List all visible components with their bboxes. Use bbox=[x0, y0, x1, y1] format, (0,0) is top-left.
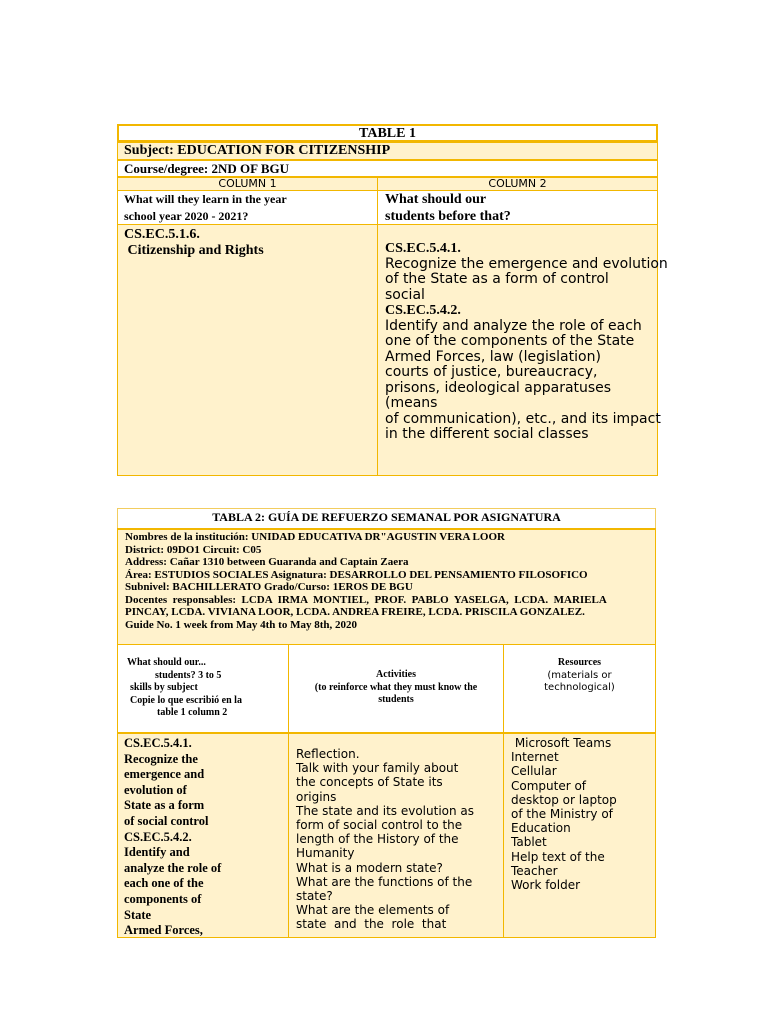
skill-line: components of bbox=[124, 891, 202, 906]
resource-line: desktop or laptop bbox=[511, 792, 617, 807]
skill-line: CS.EC.5.4.2. bbox=[124, 829, 192, 844]
column-1-header: COLUMN 1 bbox=[117, 177, 378, 191]
activity-line: the concepts of State its bbox=[296, 775, 443, 790]
activity-line: origins bbox=[296, 789, 337, 804]
skills-header-line: What should our... bbox=[127, 657, 206, 668]
resources-header-line: technological) bbox=[544, 682, 615, 693]
learning-objective-line: Identify and analyze the role of each bbox=[385, 317, 642, 334]
question-2-cell bbox=[377, 190, 658, 225]
skill-topic: Citizenship and Rights bbox=[124, 242, 264, 258]
resources-header bbox=[503, 644, 656, 733]
skill-line: evolution of bbox=[124, 782, 187, 797]
activity-line: Reflection. bbox=[296, 747, 360, 761]
skill-line: Recognize the bbox=[124, 751, 198, 766]
resource-line: Help text of the bbox=[511, 849, 605, 864]
resource-line: Teacher bbox=[511, 863, 558, 878]
institution-info-line: Address: Cañar 1310 between Guaranda and Captain Zaera bbox=[125, 556, 409, 568]
resource-line: Microsoft Teams bbox=[511, 736, 612, 750]
institution-info-line: PINCAY, LCDA. VIVIANA LOOR, LCDA. ANDREA FREIRE, LCDA. PRISCILA GONZALEZ. bbox=[125, 606, 585, 618]
institution-info bbox=[117, 528, 656, 645]
learning-objective-line: social bbox=[385, 286, 425, 303]
learning-objective-line: CS.EC.5.4.2. bbox=[385, 303, 461, 318]
resource-line: Computer of bbox=[511, 778, 587, 793]
resources-header-line: (materials or bbox=[547, 669, 612, 681]
column-2-header: COLUMN 2 bbox=[377, 177, 658, 191]
skill-line: each one of the bbox=[124, 876, 204, 891]
institution-info-line: District: 09DO1 Circuit: C05 bbox=[125, 543, 262, 556]
skill-line: Armed Forces, bbox=[124, 923, 203, 938]
activity-line: Talk with your family about bbox=[296, 761, 459, 776]
learning-objective-line: of communication), etc., and its impact bbox=[385, 410, 661, 427]
skill-line: of social control bbox=[124, 813, 209, 828]
table-2-title: TABLA 2: GUÍA DE REFUERZO SEMANAL POR ASIGNATURA bbox=[117, 508, 656, 529]
resource-line: Cellular bbox=[511, 764, 557, 779]
institution-info-line: Nombres de la institución: UNIDAD EDUCATIVA DR"AGUSTIN VERA LOOR bbox=[125, 531, 505, 543]
skill-line: State as a form bbox=[124, 798, 205, 813]
learning-objective-line: (means bbox=[385, 395, 438, 411]
activities-header-line: students bbox=[378, 694, 414, 705]
table-1 bbox=[117, 124, 668, 476]
institution-info-line: Docentes responsables: LCDA IRMA MONTIEL, PROF. PABLO YASELGA, LCDA. MARIELA bbox=[125, 593, 607, 606]
skills-header bbox=[117, 644, 289, 733]
activities-header-line: Activities bbox=[376, 669, 416, 680]
question-1-line: school year 2020 - 2021? bbox=[124, 209, 249, 223]
resource-line: Internet bbox=[511, 750, 559, 765]
resource-line: Education bbox=[511, 821, 571, 836]
question-2-line: What should our bbox=[385, 192, 487, 207]
institution-info-line: Área: ESTUDIOS SOCIALES Asignatura: DESARROLLO DEL PENSAMIENTO FILOSOFICO bbox=[125, 568, 588, 581]
question-1-line: What will they learn in the year bbox=[124, 192, 287, 206]
resource-line: Tablet bbox=[511, 835, 547, 850]
table-2 bbox=[117, 508, 656, 938]
learning-objective-line: of the State as a form of control bbox=[385, 271, 609, 287]
activity-line: state? bbox=[296, 889, 333, 904]
course-row: Course/degree: 2ND OF BGU bbox=[117, 160, 658, 177]
table-1-title: TABLE 1 bbox=[117, 124, 658, 142]
resources-header-title: Resources bbox=[557, 657, 602, 668]
learning-objective-line: prisons, ideological apparatuses bbox=[385, 379, 612, 396]
activity-line: state and the role that bbox=[296, 917, 447, 932]
institution-info-line: Subnivel: BACHILLERATO Grado/Curso: 1EROS DE BGU bbox=[125, 581, 413, 593]
subject-row: Subject: EDUCATION FOR CITIZENSHIP bbox=[117, 142, 658, 160]
skills-header-line: skills by subject bbox=[130, 682, 198, 693]
skill-code: CS.EC.5.1.6. bbox=[124, 227, 200, 242]
resource-line: Work folder bbox=[511, 878, 581, 893]
activity-line: form of social control to the bbox=[296, 818, 463, 833]
column-2-content bbox=[377, 224, 668, 476]
activities-header bbox=[288, 644, 504, 733]
activity-line: length of the History of the bbox=[296, 832, 459, 847]
skills-header-line: Copie lo que escribió en la bbox=[130, 694, 242, 706]
learning-objective-line: Armed Forces, law (legislation) bbox=[385, 348, 601, 365]
column-1-content bbox=[117, 224, 378, 476]
learning-objective-line: courts of justice, bureaucracy, bbox=[385, 364, 598, 380]
activity-line: What are the functions of the bbox=[296, 874, 473, 889]
skill-line: emergence and bbox=[124, 767, 205, 782]
question-2-line: students before that? bbox=[385, 209, 511, 224]
activity-line: Humanity bbox=[296, 846, 355, 861]
skills-header-line: students? 3 to 5 bbox=[155, 669, 222, 681]
resource-line: of the Ministry of bbox=[511, 807, 613, 822]
skills-cell bbox=[117, 732, 289, 938]
institution-info-line: Guide No. 1 week from May 4th to May 8th, 2020 bbox=[125, 618, 357, 631]
learning-objective-line: one of the components of the State bbox=[385, 333, 635, 349]
activities-header-line: (to reinforce what they must know the bbox=[314, 681, 478, 693]
activity-line: What are the elements of bbox=[296, 903, 450, 918]
activity-line: The state and its evolution as bbox=[296, 803, 475, 818]
activities-cell bbox=[288, 732, 504, 938]
column-2-lines bbox=[385, 241, 670, 443]
skills-header-line: table 1 column 2 bbox=[157, 707, 228, 718]
learning-objective-line: in the different social classes bbox=[385, 426, 589, 442]
resources-cell bbox=[503, 732, 656, 938]
question-1-cell bbox=[117, 190, 378, 225]
learning-objective-line: CS.EC.5.4.1. bbox=[385, 241, 461, 256]
skill-line: State bbox=[124, 907, 152, 922]
learning-objective-line: Recognize the emergence and evolution bbox=[385, 255, 668, 272]
activity-line: What is a modern state? bbox=[296, 860, 443, 875]
skill-line: analyze the role of bbox=[124, 860, 222, 875]
skill-line: CS.EC.5.4.1. bbox=[124, 736, 192, 750]
skill-line: Identify and bbox=[124, 845, 190, 860]
